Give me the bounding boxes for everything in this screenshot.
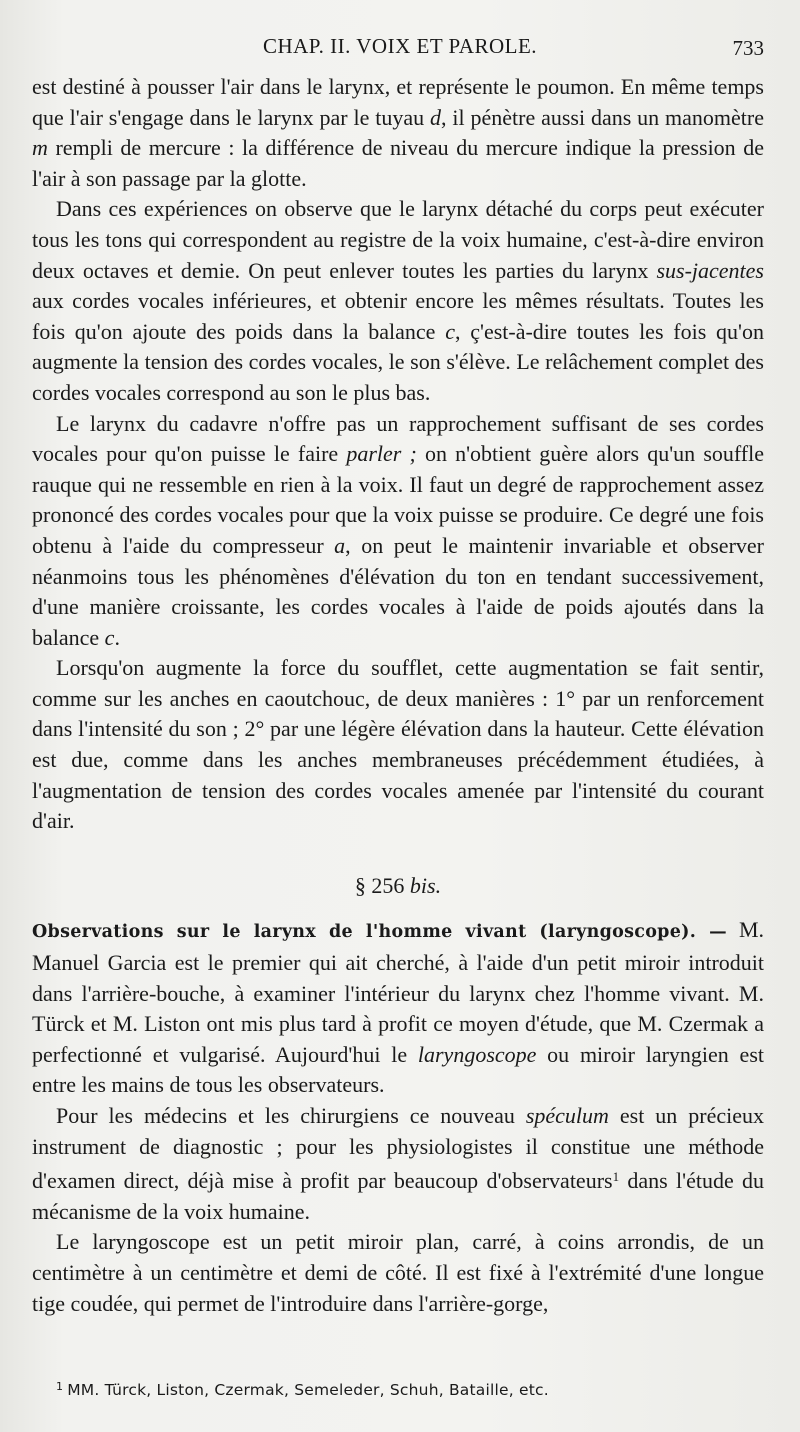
text-run: M. Manuel Garcia est le premier qui ait cherché, à l'aide d'un petit miroir introduit dans l'arrière-bouche, à examiner l'intérieur du larynx chez l'homme vivant. M. Türck et M. Liston ont mis plus tard à profit ce moyen d'étude, que M. Czermak a perfectionné et vulgarisé. Aujourd'hui le: [32, 917, 765, 1067]
text-run: , ç'est-à-dire toutes les fois qu'on augmente la tension des cordes vocales, le son s'élève. Le relâchement complet des cordes vocales correspond au son le plus bas.: [32, 318, 764, 405]
italic-letter-a: a: [334, 532, 346, 558]
text-run: Le laryngoscope est un petit miroir plan, carré, à coins arrondis, de un centimètre à un centimètre et demi de côté. Il est fixé à l'extrémité d'une longue tige coudée, qui permet de l'introduire dans l'arrière-gorge,: [32, 1229, 764, 1316]
text-run: dans l'étude du mécanisme de la voix humaine.: [32, 1168, 764, 1224]
page-body: [32, 72, 764, 1319]
paragraph-cadaver-larynx: [32, 409, 764, 654]
text-run: est destiné à pousser l'air dans le larynx, et représente le poumon. En même temps que l'air s'engage dans le larynx par le tuyau: [32, 74, 764, 130]
text-run: .: [114, 624, 120, 650]
paragraph-speculum: [32, 1101, 764, 1227]
paragraph-bellows-force: [32, 653, 764, 837]
text-run: , il pénètre aussi dans un manomètre: [441, 104, 764, 130]
observations-heading: Observations sur le larynx de l'homme vivant (laryngoscope). —: [32, 922, 727, 943]
text-run: Dans ces expériences on observe que le larynx détaché du corps peut exécuter tous les tons qui correspondent au registre de la voix humaine, c'est-à-dire environ deux octaves et demie. On peut enlever toutes les parties du larynx: [32, 196, 764, 283]
text-run: aux cordes vocales inférieures, et obtenir encore les mêmes résultats. Toutes les fois qu'on ajoute des poids dans la balance: [32, 288, 764, 344]
section-suffix: bis.: [409, 872, 442, 898]
italic-letter-d: d: [430, 104, 441, 130]
text-run: , on peut le maintenir invariable et observer néanmoins tous les phénomènes d'élévation du ton en tendant successivement, d'une manière croissante, les cordes vocales à l'aide de poids ajoutés dans la balance: [32, 532, 764, 650]
page-number: 733: [732, 36, 764, 60]
footnote-marker: 1: [56, 1380, 64, 1393]
footnote: [56, 1376, 776, 1401]
section-number: [32, 871, 764, 902]
italic-letter-c: c: [445, 318, 455, 344]
italic-term-speculum: spéculum: [525, 1103, 609, 1128]
text-run: on n'obtient guère alors qu'un souffle rauque qui ne ressemble en rien à la voix. Il faut un degré de rapprochement assez prononcé des cordes vocales pour que la voix puisse se produire. Ce degré une fois obtenu à l'aide du compresseur: [32, 441, 765, 558]
italic-term-sus-jacentes: sus-jacentes: [656, 257, 764, 283]
text-run: Pour les médecins et les chirurgiens ce nouveau: [56, 1103, 526, 1128]
running-head: CHAP. II. VOIX ET PAROLE.: [262, 34, 538, 58]
paragraph-laryngoscope-description: [32, 1227, 764, 1319]
italic-term-parler: parler ;: [346, 441, 417, 467]
paragraph-continuation: [32, 72, 764, 194]
paragraph-experiments: [32, 194, 764, 408]
footnote-reference[interactable]: 1: [612, 1169, 620, 1185]
text-run: ou miroir laryngien est entre les mains de tous les observateurs.: [32, 1041, 764, 1098]
italic-term-laryngoscope: laryngoscope: [417, 1041, 537, 1067]
text-run: Le larynx du cadavre n'offre pas un rapprochement suffisant de ses cordes vocales pour qu'on puisse le faire: [32, 410, 764, 467]
paragraph-observations: [32, 915, 764, 1101]
italic-letter-m: m: [32, 135, 48, 161]
italic-letter-c: c: [104, 624, 115, 650]
page-header: [0, 34, 800, 64]
section-symbol-number: § 256: [354, 872, 405, 898]
text-run: est un précieux instrument de diagnostic ; pour les physiologistes il constitue une méthode d'examen direct, déjà mise à profit par beaucoup d'observateurs: [32, 1103, 764, 1194]
text-run: rempli de mercure : la différence de niveau du mercure indique la pression de l'air à son passage par la glotte.: [32, 135, 764, 191]
footnote-text: MM. Türck, Liston, Czermak, Semeleder, Schuh, Bataille, etc.: [67, 1381, 549, 1399]
text-run: Lorsqu'on augmente la force du soufflet, cette augmentation se fait sentir, comme sur les anches en caoutchouc, de deux manières : 1° par un renforcement dans l'intensité du son ; 2° par une légère élévation dans la hauteur. Cette élévation est due, comme dans les anches membraneuses précédemment étudiées, à l'augmentation de tension des cordes vocales amenée par l'intensité du courant d'air.: [32, 655, 764, 834]
